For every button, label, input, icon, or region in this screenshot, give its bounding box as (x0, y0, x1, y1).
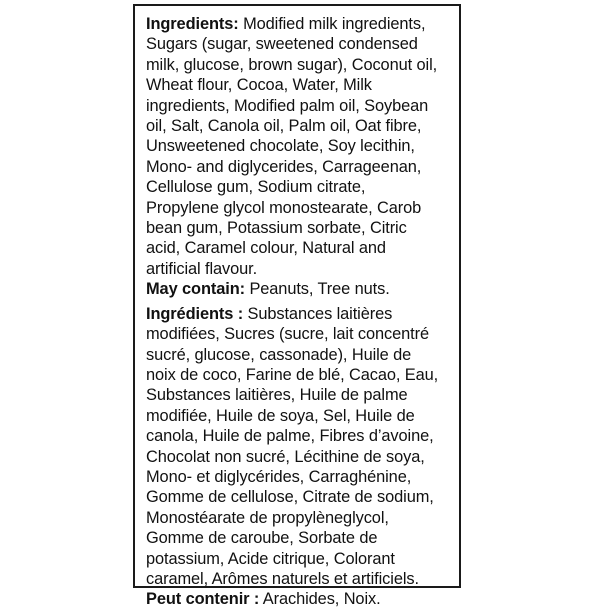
french-ingredients-block (146, 304, 459, 610)
french-allergen-text: Arachides, Noix. (259, 590, 381, 609)
english-ingredients-line: bean gum, Potassium sorbate, Citric (146, 219, 407, 238)
french-ingredients-line: modifiées, Sucres (sucre, lait concentré (146, 325, 429, 344)
french-ingredients-line: noix de coco, Farine de blé, Cacao, Eau, (146, 365, 439, 384)
english-ingredients-line: Unsweetened chocolate, Soy lecithin, (146, 137, 415, 156)
french-allergen-heading: Peut contenir : (146, 590, 260, 609)
french-ingredients-line: Gomme de cellulose, Citrate de sodium, (146, 488, 434, 507)
english-ingredients-line: acid, Caramel colour, Natural and (146, 239, 386, 258)
english-ingredients-line: Sugars (sugar, sweetened condensed (146, 35, 418, 54)
french-ingredients-line: Chocolat non sucré, Lécithine de soya, (146, 447, 425, 466)
french-ingredients-line: Monostéarate de propylèneglycol, (146, 508, 389, 527)
english-ingredients-line: Mono- and diglycerides, Carrageenan, (146, 157, 422, 176)
english-allergen-statement (146, 279, 459, 299)
french-ingredients-line: Mono- et diglycérides, Carraghénine, (146, 467, 412, 486)
english-ingredients-line: Cellulose gum, Sodium citrate, (146, 178, 366, 197)
english-ingredients-text: Modified milk ingredients, (238, 15, 426, 33)
french-ingredients-line: modifiée, Huile de soya, Sel, Huile de (146, 406, 415, 425)
french-ingredients-line: canola, Huile de palme, Fibres d’avoine, (146, 427, 434, 446)
french-ingredients-text: Substances laitières (243, 304, 393, 323)
french-ingredients-line: Substances laitières, Huile de palme (146, 386, 408, 405)
french-ingredients-line (146, 304, 459, 324)
ingredients-label-panel (133, 4, 461, 609)
english-ingredients-heading: Ingredients: (146, 15, 239, 33)
english-allergen-heading: May contain: (146, 280, 245, 299)
english-ingredients-line: milk, glucose, brown sugar), Coconut oil, (146, 55, 438, 74)
english-ingredients-line: Wheat flour, Cocoa, Water, Milk (146, 76, 372, 95)
english-ingredients-line: artificial flavour. (146, 259, 258, 278)
english-ingredients-line: Propylene glycol monostearate, Carob (146, 198, 422, 217)
english-ingredients-line: oil, Salt, Canola oil, Palm oil, Oat fibre, (146, 117, 422, 136)
french-ingredients-line: caramel, Arômes naturels et artificiels. (146, 569, 419, 588)
english-ingredients-line (146, 14, 459, 34)
english-ingredients-block (146, 14, 459, 300)
french-ingredients-heading: Ingrédients : (146, 304, 244, 323)
french-ingredients-line: potassium, Acide citrique, Colorant (146, 549, 395, 568)
french-ingredients-line: Gomme de caroube, Sorbate de (146, 529, 378, 548)
english-allergen-text: Peanuts, Tree nuts. (244, 280, 390, 299)
french-ingredients-line: sucré, glucose, cassonade), Huile de (146, 345, 412, 364)
english-ingredients-line: ingredients, Modified palm oil, Soybean (146, 96, 429, 115)
